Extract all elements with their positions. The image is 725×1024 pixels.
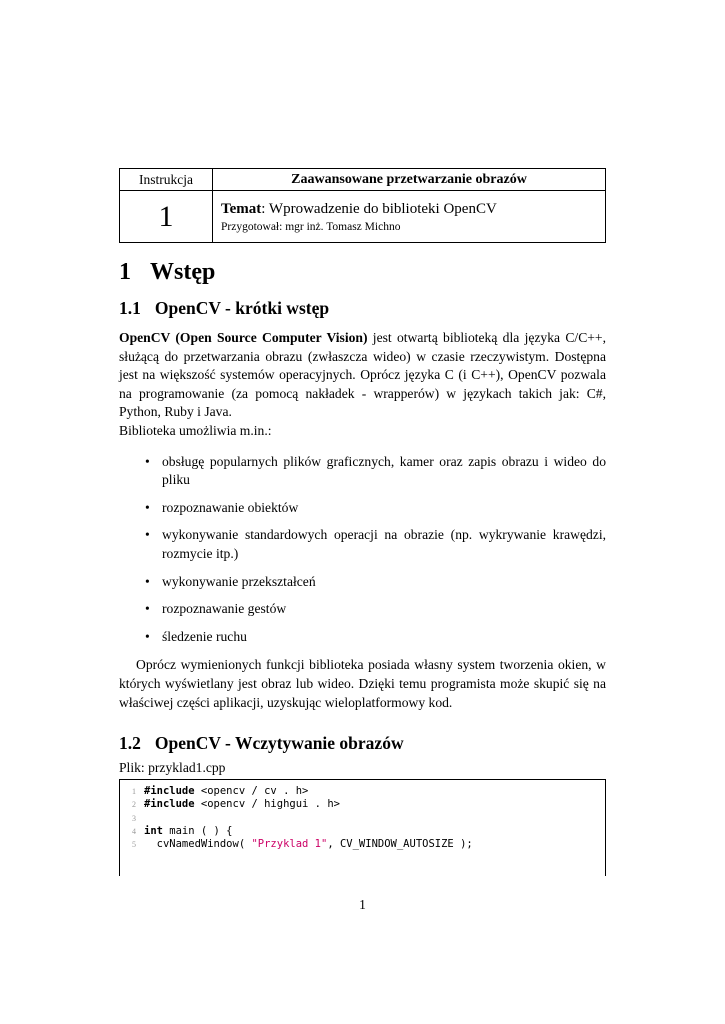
line-number: 3 (132, 813, 136, 823)
subsection-heading-1-1 (119, 299, 606, 317)
code-line (123, 838, 601, 851)
topic-label: Temat (221, 200, 262, 217)
list-item (119, 526, 606, 563)
header-table-row-2 (120, 191, 606, 243)
subsection-number: 1.1 (119, 298, 141, 318)
bullet-icon: • (145, 499, 150, 515)
code-line (123, 825, 601, 838)
code-line (123, 785, 601, 798)
topic-line (221, 201, 597, 218)
header-table-row-1 (120, 169, 606, 191)
code-keyword: #include (144, 798, 195, 811)
list-item (119, 600, 606, 619)
feature-list (119, 453, 606, 647)
code-keyword: int (144, 824, 163, 837)
list-item (119, 453, 606, 490)
code-listing (119, 779, 606, 876)
closing-paragraph: Oprócz wymienionych funkcji biblioteka posiada własny system tworzenia okien, w których wyświetlany jest obraz lub wideo. Dzięki temu programista może skupić się na właściwej części aplikacji, uzyskując wieloplatformowy kod. (119, 657, 606, 710)
line-number: 4 (132, 826, 136, 836)
list-item-text: śledzenie ruchu (162, 628, 247, 644)
list-item-text: obsługę popularnych plików graficznych, kamer oraz zapis obrazu i wideo do pliku (162, 453, 606, 488)
bullet-icon: • (145, 527, 150, 543)
list-item (119, 573, 606, 592)
subsection-number: 1.2 (119, 733, 141, 754)
subsection-heading-1-2 (119, 734, 606, 752)
list-item-text: rozpoznawanie obiektów (162, 499, 299, 515)
code-keyword: #include (144, 785, 195, 798)
code-text: <opencv / highgui . h> (194, 798, 340, 811)
list-intro-line: Biblioteka umożliwia m.in.: (119, 422, 272, 438)
header-course-title-cell: Zaawansowane przetwarzanie obrazów (213, 169, 606, 191)
content-column (119, 168, 606, 876)
code-text: , CV_WINDOW_AUTOSIZE ); (327, 837, 473, 850)
bullet-icon: • (145, 601, 150, 617)
subsection-title: OpenCV - krótki wstęp (154, 298, 330, 318)
section-number: 1 (119, 259, 131, 285)
page-number: 1 (359, 897, 366, 912)
intro-rest: jest otwartą biblioteką dla języka C/C++, służącą do przetwarzania obrazu (zwłaszcza wideo) w czasie rzeczywistym. Dostępna jest na większość systemów operacyjnych. Oprócz języka C (i C++), OpenCV pozwala na programowanie (za pomocą nakładek - wrapperów) w językach takich jak: C#, Python, Ruby i Java. (119, 330, 606, 420)
code-line (123, 798, 601, 811)
code-string: "Przyklad 1" (251, 837, 328, 850)
section-title: Wstęp (150, 259, 216, 285)
file-label: Plik: przyklad1.cpp (119, 760, 226, 776)
line-number: 1 (132, 787, 136, 797)
prepared-by-line: Przygotował: mgr inż. Tomasz Michno (221, 220, 401, 233)
topic-text: : Wprowadzenie do biblioteki OpenCV (261, 200, 497, 217)
header-label-cell: Instrukcja (120, 169, 213, 191)
bullet-icon: • (145, 453, 150, 469)
list-item-text: wykonywanie standardowych operacji na obrazie (np. wykrywanie krawędzi, rozmycie itp.) (162, 527, 606, 561)
subsection-title: OpenCV - Wczytywanie obrazów (154, 733, 404, 754)
code-text: cvNamedWindow( (144, 837, 252, 850)
list-item-text: wykonywanie przekształceń (162, 573, 316, 589)
list-item (119, 628, 606, 647)
list-item-text: rozpoznawanie gestów (162, 601, 287, 617)
intro-lead-bold: OpenCV (Open Source Computer Vision) (119, 330, 368, 345)
line-number: 2 (132, 800, 136, 810)
header-table (119, 168, 606, 243)
header-topic-cell (213, 191, 606, 243)
intro-paragraph (119, 329, 606, 422)
bullet-icon: • (145, 573, 150, 589)
list-item (119, 499, 606, 518)
code-text: main ( ) { (162, 824, 233, 837)
code-text: <opencv / cv . h> (194, 785, 309, 798)
code-line (123, 812, 601, 825)
line-number: 5 (132, 839, 136, 849)
bullet-icon: • (145, 628, 150, 644)
header-instruction-number: 1 (120, 191, 213, 243)
section-heading-1 (119, 259, 606, 285)
